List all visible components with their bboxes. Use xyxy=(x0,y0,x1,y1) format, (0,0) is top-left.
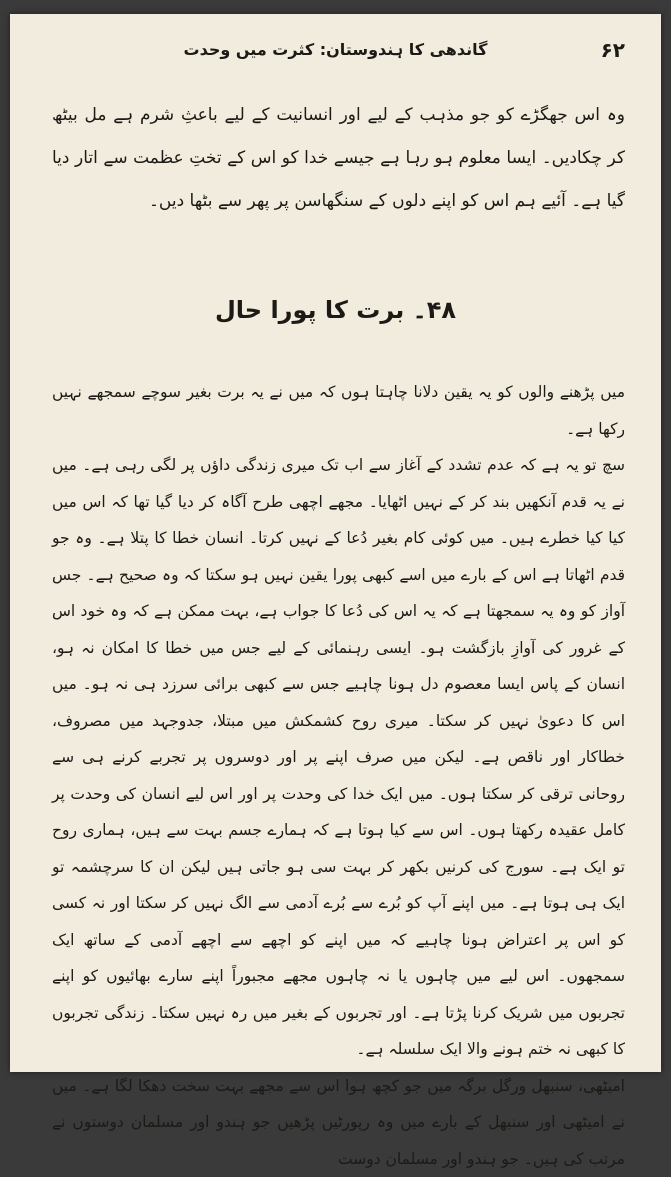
body-text-block xyxy=(52,374,625,1177)
chapter-heading: ۴۸۔ برت کا پورا حال xyxy=(10,296,661,324)
page-number: ۶۲ xyxy=(601,38,625,62)
body-paragraph: میں پڑھنے والوں کو یہ یقین دلانا چاہتا ہوں کہ میں نے یہ برت بغیر سوچے سمجھے نہیں رکھا ہے۔ xyxy=(52,374,625,447)
intro-paragraph: وہ اس جھگڑے کو جو مذہب کے لیے اور انسانیت کے لیے باعثِ شرم ہے مل بیٹھ کر چکادیں۔ ایسا معلوم ہو رہا ہے جیسے خدا کو اس کے تختِ عظمت سے اتار دیا گیا ہے۔ آئیے ہم اس کو اپنے دلوں کے سنگھاسن پر پھر سے بٹھا دیں۔ xyxy=(52,94,625,223)
body-paragraph: سچ تو یہ ہے کہ عدم تشدد کے آغاز سے اب تک میری زندگی داؤں پر لگی رہی ہے۔ میں نے یہ قدم آنکھیں بند کر کے نہیں اٹھایا۔ مجھے اچھی طرح آگاہ کر دیا گیا تھا کہ اس میں کیا کیا خطرے ہیں۔ میں کوئی کام بغیر دُعا کے نہیں کرتا۔ انسان خطا کا پتلا ہے۔ وہ جو قدم اٹھاتا ہے اس کے بارے میں اسے کبھی پورا یقین نہیں ہو سکتا کہ وہ صحیح ہے۔ جس آواز کو وہ یہ سمجھتا ہے کہ یہ اس کی دُعا کا جواب ہے، بہت ممکن ہے کہ وہ خود اس کے غرور کی آوازِ بازگشت ہو۔ ایسی رہنمائی کے لیے جس میں خطا کا امکان نہ ہو، انسان کے پاس ایسا معصوم دل ہونا چاہیے جس سے کبھی برائی سرزد ہی نہ ہو۔ میں اس کا دعویٰ نہیں کر سکتا۔ میری روح کشمکش میں مبتلا، جدوجہد میں مصروف، خطاکار اور ناقص ہے۔ لیکن میں صرف اپنے پر اور دوسروں پر تجربے کرنے ہی سے روحانی ترقی کر سکتا ہوں۔ میں ایک خدا کی وحدت پر اور اس لیے انسان کی وحدت پر کامل عقیدہ رکھتا ہوں۔ اس سے کیا ہوتا ہے کہ ہمارے جسم بہت سے ہیں، ہماری روح تو ایک ہے۔ سورج کی کرنیں بکھر کر بہت سی ہو جاتی ہیں لیکن ان کا سرچشمہ تو ایک ہی ہوتا ہے۔ میں اپنے آپ کو بُرے سے بُرے آدمی سے الگ نہیں کر سکتا اور نہ کسی کو اس پر اعتراض ہونا چاہیے کہ میں اپنے کو اچھے سے اچھے آدمی کے ساتھ ایک سمجھوں۔ اس لیے میں چاہوں یا نہ چاہوں مجھے مجبوراً اپنے سارے بھائیوں کو اپنے تجربوں میں شریک کرنا پڑتا ہے۔ اور تجربوں کے بغیر میں رہ نہیں سکتا۔ زندگی تجربوں کا کبھی نہ ختم ہونے والا ایک سلسلہ ہے۔ xyxy=(52,447,625,1068)
intro-paragraph-block xyxy=(52,94,625,223)
running-title: گاندھی کا ہندوستان: کثرت میں وحدت xyxy=(10,40,661,59)
book-page xyxy=(10,14,661,1072)
running-head xyxy=(10,38,661,68)
body-paragraph: امیٹھی، سنبھل ورگل برگہ میں جو کچھ ہوا اس سے مجھے بہت سخت دھکا لگا ہے۔ میں نے امیٹھی اور سنبھل کے بارے میں وہ رپورٹیں پڑھیں جو ہندو اور مسلمان دوستوں نے مرتب کی ہیں۔ جو ہندو اور مسلمان دوست xyxy=(52,1068,625,1177)
